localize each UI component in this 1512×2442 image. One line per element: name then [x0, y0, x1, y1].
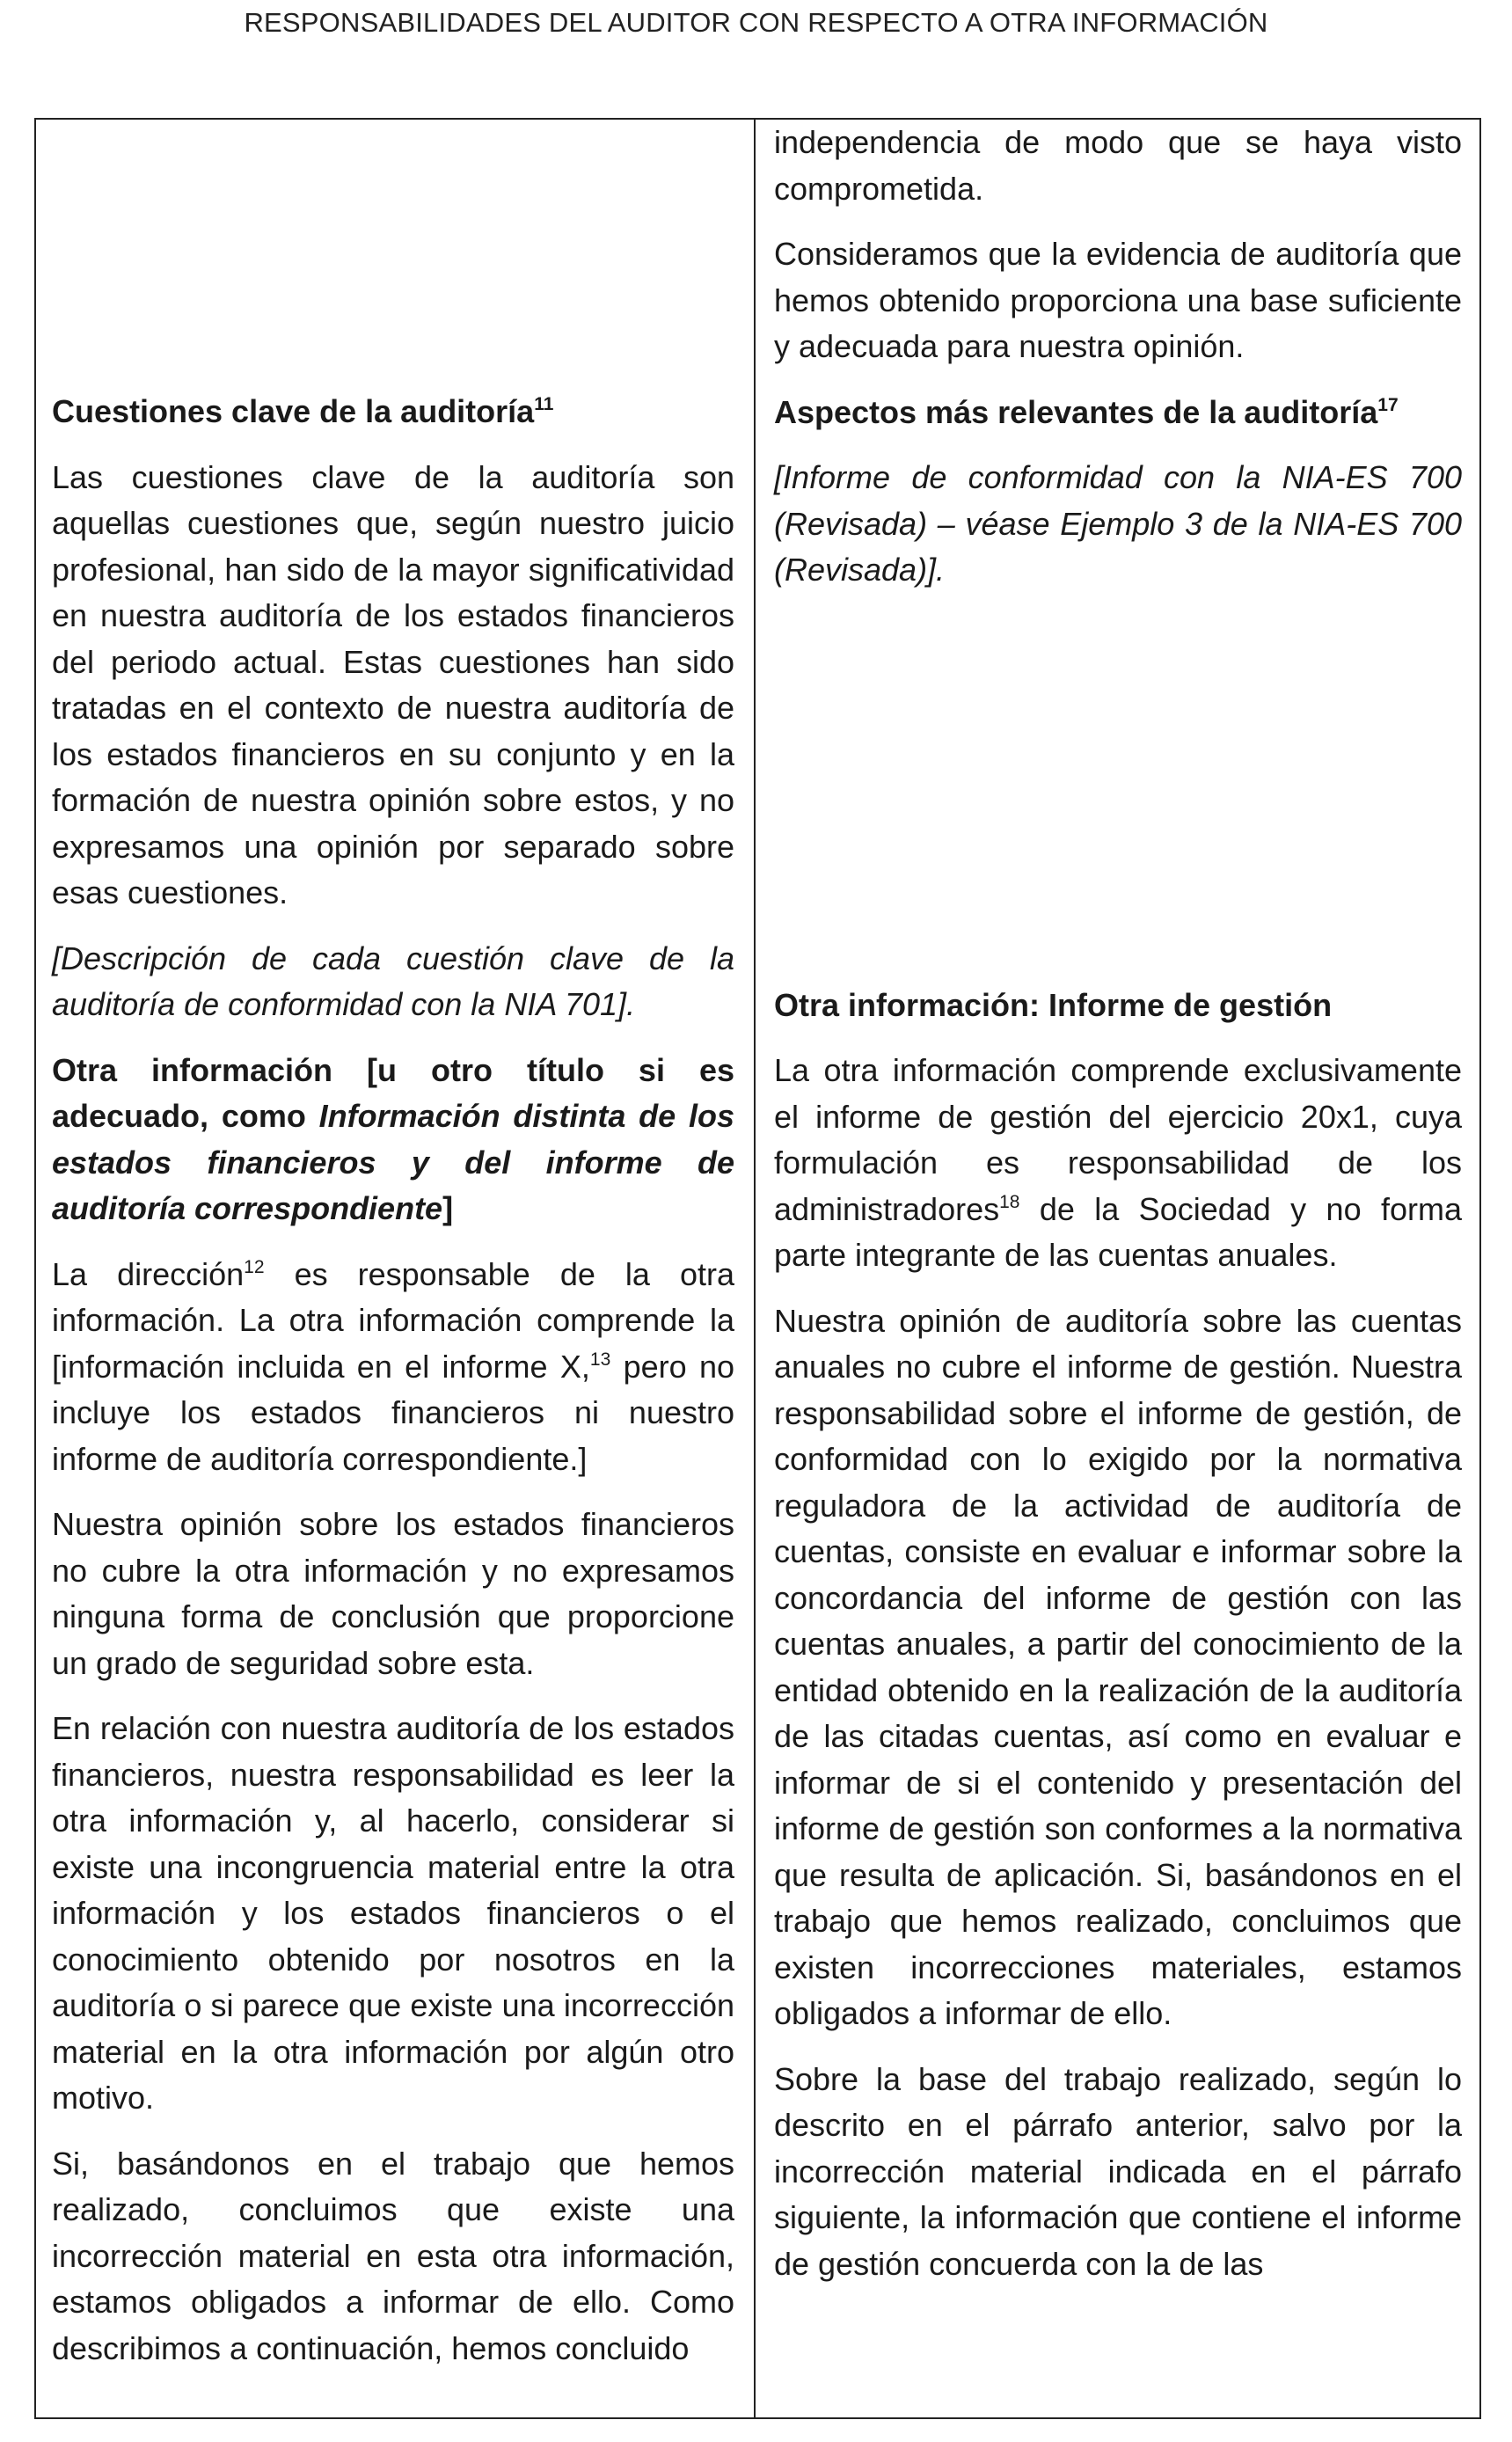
management-report-paragraph-1: La otra información comprende exclusivamente el informe de gestión del ejercicio 20x1, cuya formulación es responsabilidad de los administradores$^{18}$ de la Sociedad y no forma parte integrante de las cuentas anuales. — [774, 1052, 1462, 1273]
kam-heading: Cuestiones clave de la auditoría$^{11}$ — [52, 393, 554, 429]
footnote-ref: 12 — [244, 1256, 265, 1277]
other-info-paragraph-4: Si, basándonos en el trabajo que hemos realizado, concluimos que existe una incorrección material en esta otra información, estamos obligados a informar de ello. Como describimos a continuación, hemos concluido — [52, 2145, 734, 2366]
kam-description-placeholder: [Descripción de cada cuestión clave de la auditoría de conformidad con la NIA 701]. — [52, 940, 734, 1022]
management-report-paragraph-3: Sobre la base del trabajo realizado, según lo descrito en el párrafo anterior, salvo por la incorrección material indicada en el párrafo siguiente, la información que contiene el informe de gestión concuerda con la de las — [774, 2060, 1462, 2282]
footnote-ref: 17 — [1377, 394, 1399, 415]
left-column — [36, 120, 756, 2417]
right-column-blank-area — [774, 613, 1462, 983]
management-report-paragraph-2: Nuestra opinión de auditoría sobre las cuentas anuales no cubre el informe de gestión. Nuestra responsabilidad sobre el informe de gestión, de conformidad con lo exigido por la normativa reguladora de la actividad de auditoría de cuentas, consiste en evaluar e informar sobre la concordancia del informe de gestión con las cuentas anuales, a partir del conocimiento de la entidad obtenido en la realización de la auditoría de las citadas cuentas, así como en evaluar e informar de si el contenido y presentación del informe de gestión son conformes a la normativa que resulta de aplicación. Si, basándonos en el trabajo que hemos realizado, concluimos que existen incorrecciones materiales, estamos obligados a informar de ello. — [774, 1302, 1462, 2031]
left-column-blank-area — [52, 120, 734, 389]
other-info-paragraph-1: La dirección$^{12}$ es responsable de la otra información. La otra información comprende la [información incluida en el informe X,$^{13}$ pero no incluye los estados financieros ni nuestro informe de auditoría correspondiente.] — [52, 1255, 735, 1477]
footnote-ref: 18 — [999, 1191, 1020, 1212]
footnote-ref: 13 — [589, 1349, 611, 1370]
aspects-heading: Aspectos más relevantes de la auditoría$^{17}$ — [774, 393, 1399, 430]
two-column-table — [34, 118, 1481, 2419]
other-info-paragraph-3: En relación con nuestra auditoría de los estados financieros, nuestra responsabilidad es leer la otra información y, al hacerlo, considerar si existe una incongruencia material entre la otra información y los estados financieros o el conocimiento obtenido por nosotros en la auditoría o si parece que existe una incorrección material en la otra información por algún otro motivo. — [52, 1710, 734, 2116]
other-info-heading: Otra información [u otro título si es adecuado, como Información distinta de los estados financieros y del informe de auditoría correspondiente] — [52, 1051, 734, 1226]
evidence-paragraph: Consideramos que la evidencia de auditoría que hemos obtenido proporciona una base suficiente y adecuada para nuestra opinión. — [774, 236, 1462, 364]
independence-paragraph: independencia de modo que se haya visto comprometida. — [774, 124, 1462, 207]
right-column — [756, 120, 1479, 2417]
other-info-paragraph-2: Nuestra opinión sobre los estados financieros no cubre la otra información y no expresamos ninguna forma de conclusión que proporcione un grado de seguridad sobre esta. — [52, 1506, 734, 1681]
management-report-heading: Otra información: Informe de gestión — [774, 986, 1333, 1023]
kam-paragraph: Las cuestiones clave de la auditoría son aquellas cuestiones que, según nuestro juicio profesional, han sido de la mayor significatividad en nuestra auditoría de los estados financieros del periodo actual. Estas cuestiones han sido tratadas en el contexto de nuestra auditoría de los estados financieros en su conjunto y en la formación de nuestra opinión sobre estos, y no expresamos una opinión por separado sobre esas cuestiones. — [52, 458, 734, 910]
page-header: RESPONSABILIDADES DEL AUDITOR CON RESPECTO A OTRA INFORMACIÓN — [244, 7, 1268, 38]
aspects-placeholder: [Informe de conformidad con la NIA-ES 700 (Revisada) – véase Ejemplo 3 de la NIA-ES 700 (Revisada)]. — [774, 459, 1462, 588]
footnote-ref: 11 — [534, 394, 554, 414]
